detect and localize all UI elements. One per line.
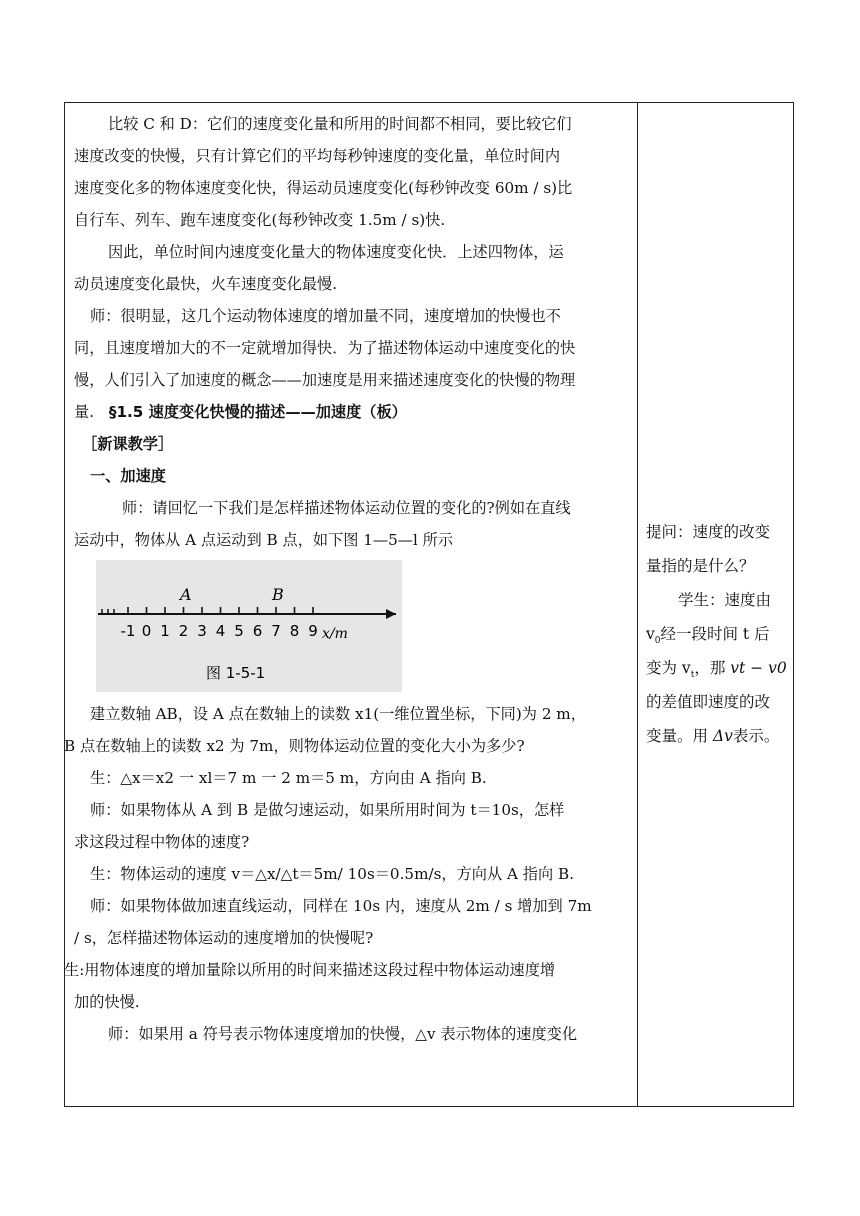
column-divider xyxy=(637,102,638,1107)
text-line: / s，怎样描述物体运动的速度增加的快慢呢? xyxy=(74,929,374,947)
tick-label: 5 xyxy=(234,622,244,640)
side-note-student: 学生：速度由 xyxy=(678,591,772,609)
side-note-line xyxy=(646,651,786,685)
text-line: B 点在数轴上的读数 x2 为 7m，则物体运动位置的变化大小为多少? xyxy=(64,737,525,755)
side-text: ，那 xyxy=(694,659,726,677)
text-line: 速度变化多的物体速度变化快，得运动员速度变化(每秒钟改变 60m / s)比 xyxy=(74,179,573,197)
figure-caption: 图 1-5-1 xyxy=(206,664,266,682)
text-line: 因此，单位时间内速度变化量大的物体速度变化快．上述四物体，运 xyxy=(108,243,564,261)
text-line: 同，且速度增加大的不一定就增加得快．为了描述物体运动中速度变化的快 xyxy=(74,339,576,357)
v-symbol: v xyxy=(646,625,655,643)
text-line xyxy=(74,396,634,428)
text-line: 生：物体运动的速度 v＝△x/△t＝5m/ 10s＝0.5m/s，方向从 A 指向 B. xyxy=(90,865,574,883)
subscript: t xyxy=(690,670,695,681)
text-line: 自行车、列车、跑车速度变化(每秒钟改变 1.5m / s)快. xyxy=(74,211,446,229)
side-note-line xyxy=(646,719,786,753)
text-fragment: 量. xyxy=(74,403,95,421)
text-line: 求这段过程中物体的速度? xyxy=(74,833,250,851)
text-line: 加的快慢. xyxy=(74,993,140,1011)
number-line-figure xyxy=(96,560,402,692)
formula: vt − v0 xyxy=(730,659,787,677)
point-a-label: A xyxy=(180,585,192,604)
tick-label: 4 xyxy=(215,622,226,640)
side-text: 表示。 xyxy=(732,727,780,745)
text-line: 师：如果物体从 A 到 B 是做匀速运动，如果所用时间为 t＝10s，怎样 xyxy=(90,801,565,819)
tick-label: 0 xyxy=(141,622,152,640)
subscript: 0 xyxy=(654,636,661,647)
text-line: 建立数轴 AB，设 A 点在数轴上的读数 x1(一维位置坐标，下同)为 2 m， xyxy=(90,705,586,723)
delta-v-symbol: Δv xyxy=(712,727,733,745)
axis-arrow xyxy=(386,609,396,619)
text-line: 速度改变的快慢，只有计算它们的平均每秒钟速度的变化量，单位时间内 xyxy=(74,147,560,165)
section-title: §1.5 速度变化快慢的描述——加速度（板） xyxy=(108,403,407,421)
side-note-line: 的差值即速度的改 xyxy=(646,693,771,711)
tick-label: -1 xyxy=(120,622,136,640)
side-note-question: 量指的是什么？ xyxy=(646,557,755,575)
text-line: 慢，人们引入了加速度的概念——加速度是用来描述速度变化的快慢的物理 xyxy=(74,371,576,389)
text-line: 师：如果用 a 符号表示物体速度增加的快慢，△v 表示物体的速度变化 xyxy=(108,1025,578,1043)
side-note-question: 提问：速度的改变 xyxy=(646,523,771,541)
text-line: 动员速度变化最快，火车速度变化最慢. xyxy=(74,275,338,293)
tick-label: 7 xyxy=(271,622,281,640)
text-line: 运动中，物体从 A 点运动到 B 点，如下图 1—5—l 所示 xyxy=(74,531,454,549)
text-line: 师：如果物体做加速直线运动，同样在 10s 内，速度从 2m / s 增加到 7m xyxy=(90,897,592,915)
text-line: 比较 C 和 D：它们的速度变化量和所用的时间都不相同，要比较它们 xyxy=(108,115,572,133)
side-text: 经一段时间 t 后 xyxy=(660,625,770,643)
tick-group xyxy=(102,607,396,640)
side-column xyxy=(646,515,786,753)
tick-label: 3 xyxy=(197,622,207,640)
section-heading: ［新课教学］ xyxy=(82,435,174,453)
subsection-heading: 一、加速度 xyxy=(90,467,166,485)
text-line: 师：很明显，这几个运动物体速度的增加量不同，速度增加的快慢也不 xyxy=(90,307,561,325)
text-line: 师：请回忆一下我们是怎样描述物体运动位置的变化的?例如在直线 xyxy=(122,499,571,517)
number-line-svg xyxy=(96,560,402,692)
main-column xyxy=(64,108,634,1050)
text-line: 生：△x＝x2 一 xl＝7 m 一 2 m＝5 m，方向由 A 指向 B. xyxy=(90,769,487,787)
text-line: 生:用物体速度的增加量除以所用的时间来描述这段过程中物体运动速度增 xyxy=(64,961,556,979)
tick-label: 8 xyxy=(289,622,300,640)
side-note-line xyxy=(646,617,786,651)
tick-label: 9 xyxy=(308,622,318,640)
axis-label: x/m xyxy=(322,626,348,642)
tick-label: 2 xyxy=(178,622,189,640)
side-text: 变量。用 xyxy=(646,727,709,745)
tick-label: 1 xyxy=(160,622,170,640)
point-b-label: B xyxy=(272,585,284,604)
side-text: 变为 v xyxy=(646,659,691,677)
tick-label: 6 xyxy=(252,622,263,640)
